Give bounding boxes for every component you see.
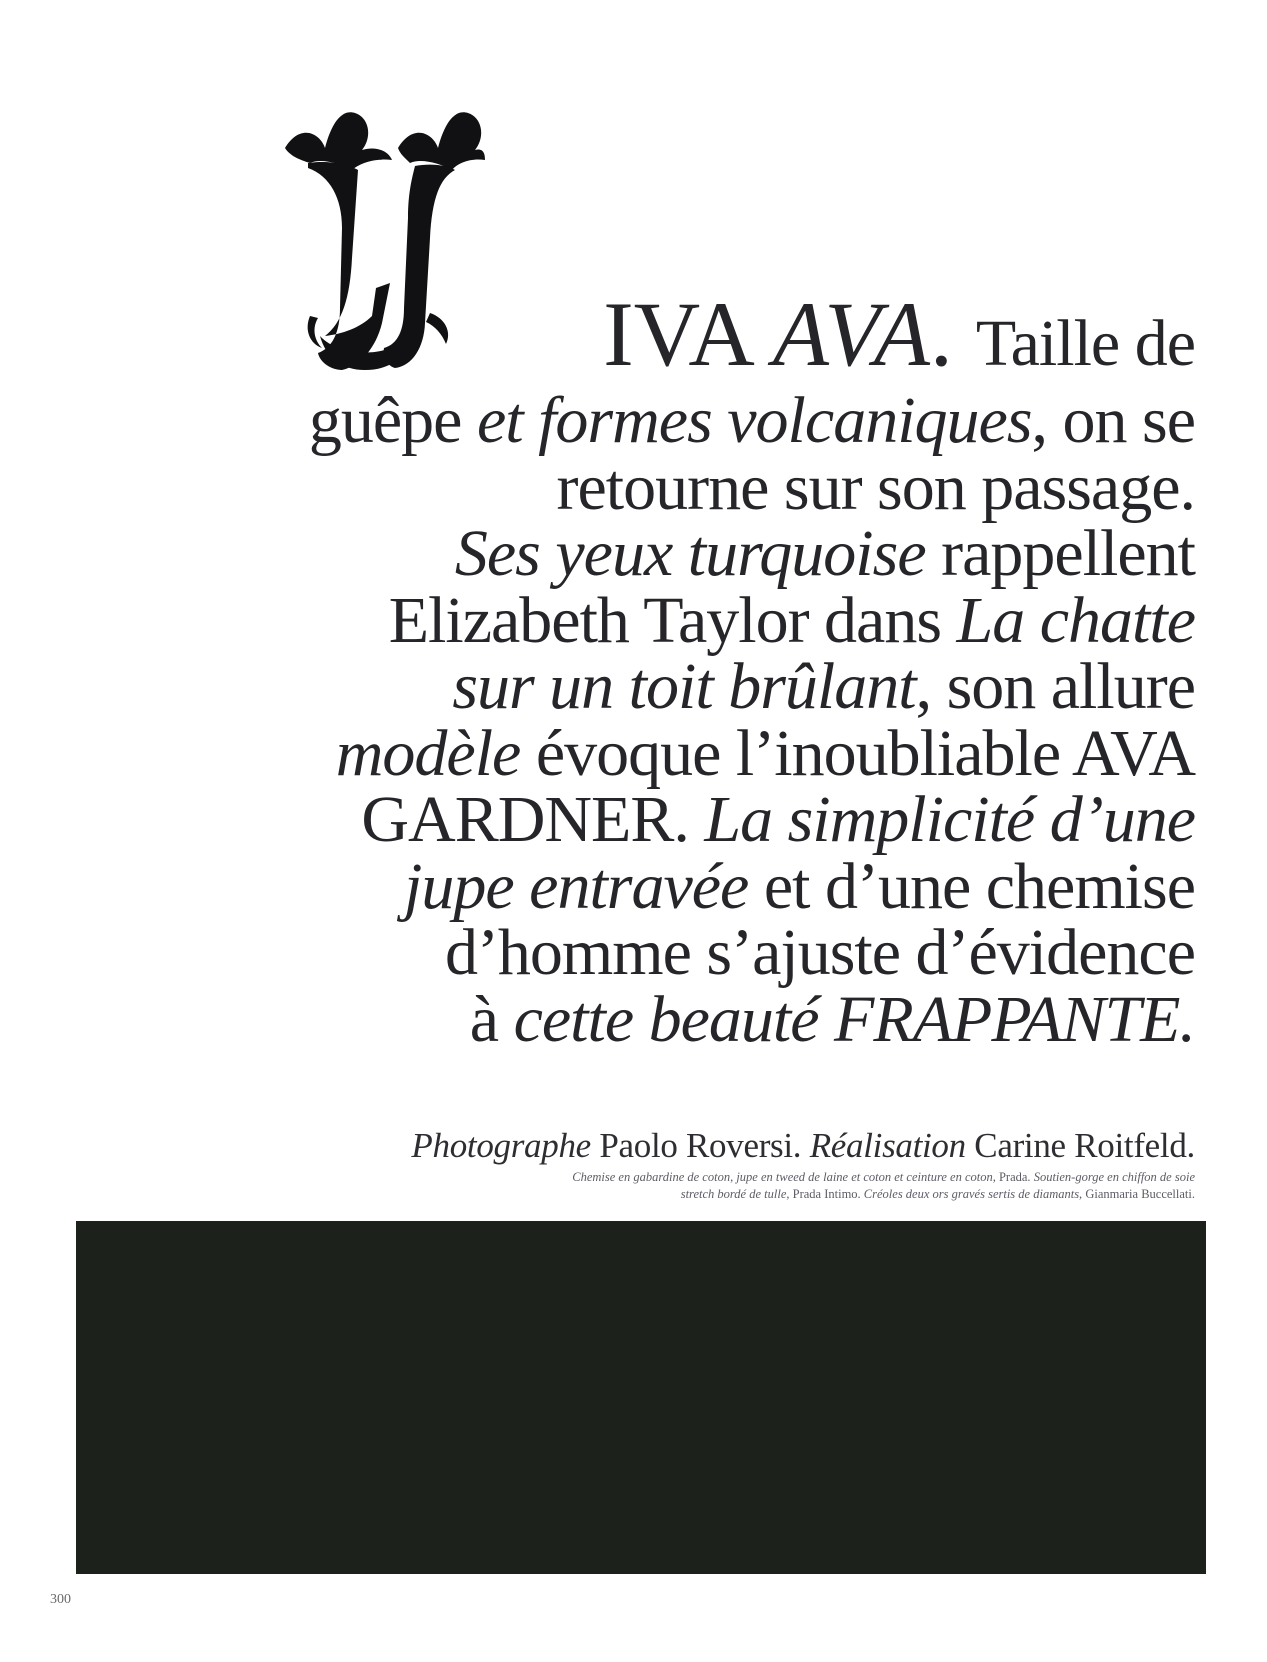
headline-l6-b: , son allure <box>915 650 1195 723</box>
headline-l7-b: évoque l’inoubliable AVA <box>520 716 1195 790</box>
headline-l2-b: et formes volcaniques <box>476 384 1032 457</box>
headline-line-3: retourne sur son passage. <box>556 450 1195 524</box>
headline-l9-a: jupe entravée <box>404 849 749 923</box>
credit-details-line-1 <box>195 1169 1195 1186</box>
credit-details <box>195 1169 1195 1203</box>
headline-l5-b: La chatte <box>956 583 1195 657</box>
headline-l5-a: Elizabeth Taylor dans <box>388 583 957 657</box>
headline-line-1 <box>175 283 1195 388</box>
headline-l1-text: Taille de <box>975 307 1195 380</box>
credit-d1-a: Chemise en gabardine de coton, jupe en tweed de laine et coton et ceinture en coton, <box>572 1170 996 1184</box>
headline-line-2 <box>175 384 1195 457</box>
credit-d2-b: Prada Intimo. <box>789 1187 864 1201</box>
headline-line-9 <box>175 849 1195 923</box>
credit-d2-d: Gianmaria Buccellati. <box>1082 1187 1195 1201</box>
headline-l2-a: guêpe <box>308 384 477 457</box>
headline-line-8 <box>175 783 1195 856</box>
title-viva: IVA <box>603 283 773 385</box>
credit-d1-c: Soutien-gorge en chiffon de soie <box>1033 1170 1195 1184</box>
photographer-label: Photographe <box>411 1126 591 1165</box>
headline-l4-a: Ses yeux turquoise <box>454 517 926 590</box>
headline-l11-a: à <box>469 982 514 1056</box>
headline-line-7 <box>175 716 1195 790</box>
title-ava: AVA <box>772 283 930 385</box>
page-number: 300 <box>50 1592 71 1607</box>
title-period: . <box>929 283 976 385</box>
credit-d2-c: Créoles deux ors gravés sertis de diamants, <box>863 1187 1083 1201</box>
headline-line-6 <box>175 650 1195 723</box>
headline-l4-b: rappellent <box>925 517 1195 590</box>
stylist-name: Carine Roitfeld. <box>965 1126 1195 1165</box>
stylist-label: Réalisation <box>809 1126 966 1165</box>
headline-line-10: d’homme s’ajuste d’évidence <box>444 916 1195 989</box>
credit-details-line-2 <box>195 1186 1195 1203</box>
headline-l11-b: cette beauté FRAPPANTE. <box>513 982 1195 1056</box>
headline-l7-a: modèle <box>335 716 521 790</box>
photographer-name: Paolo Roversi. <box>590 1126 810 1165</box>
headline-line-11 <box>175 982 1195 1056</box>
headline-l8-b: La simplicité d’une <box>704 783 1195 856</box>
credit-main-line <box>195 1125 1195 1167</box>
credit-d2-a: stretch bordé de tulle, <box>680 1187 790 1201</box>
headline-l2-c: , on se <box>1031 384 1195 457</box>
photo-block <box>76 1221 1206 1574</box>
headline-l8-a: GARDNER. <box>361 783 705 856</box>
credit-d1-b: Prada. <box>995 1170 1034 1184</box>
headline-text <box>175 283 1195 1056</box>
headline-l9-b: et d’une chemise <box>748 849 1195 923</box>
credits <box>195 1125 1195 1203</box>
headline-l6-a: sur un toit brûlant <box>452 650 916 723</box>
headline-line-4 <box>175 517 1195 590</box>
headline-line-5 <box>175 583 1195 657</box>
